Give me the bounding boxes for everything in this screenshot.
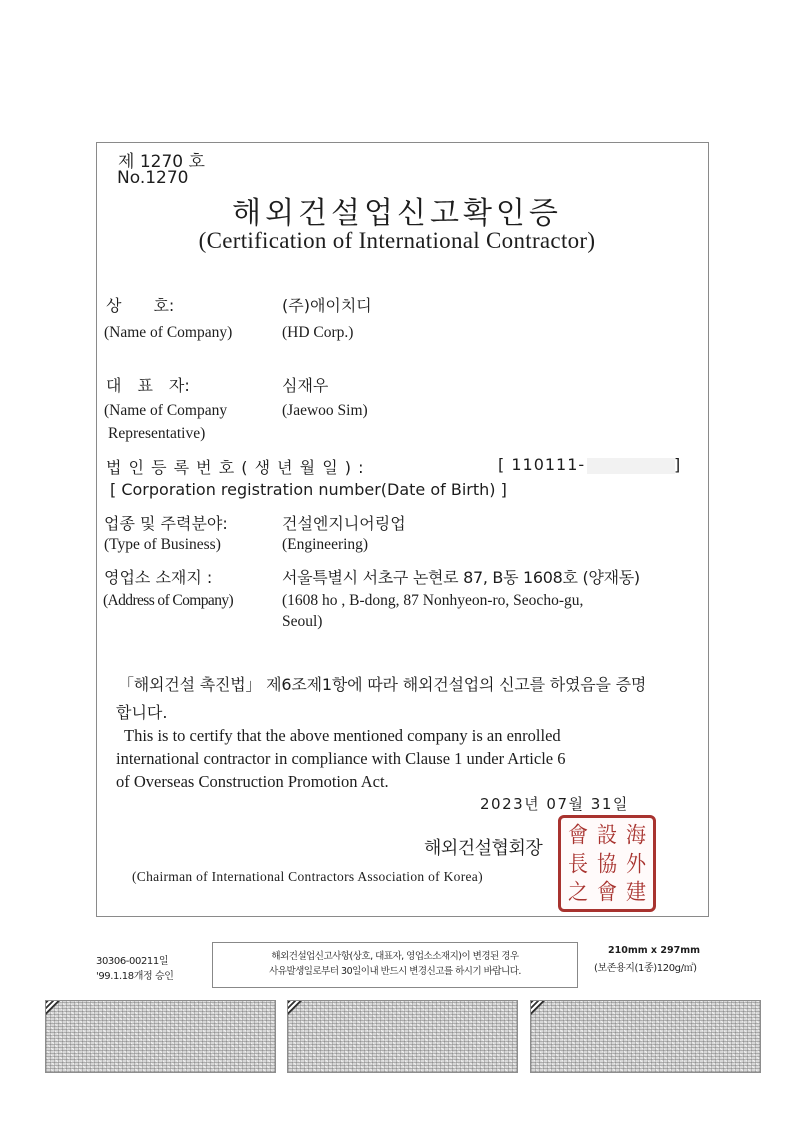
corner-mark-icon [288,1001,302,1015]
representative-label-en-2: Representative) [108,425,206,442]
company-name-value-en: (HD Corp.) [282,324,354,341]
stamp-char: 之 [568,878,588,906]
corner-mark-icon [531,1001,545,1015]
page-subtitle: (Certification of International Contractor) [198,228,596,253]
statement-en-line-1: This is to certify that the above mentioned company is an enrolled [124,726,561,745]
security-pattern-right [530,1000,761,1073]
stamp-char: 長 [568,850,588,877]
company-name-label-ko: 상 호: [106,296,175,315]
stamp-char: 外 [626,850,646,877]
security-pattern-left [45,1000,276,1073]
page-title: 해외건설업신고확인증 [232,196,562,231]
business-type-label-ko: 업종 및 주력분야: [104,514,228,533]
paper-size: 210mm x 297mm [608,945,700,956]
registration-label-en: [ Corporation registration number(Date of Birth) ] [110,480,507,499]
address-value-ko: 서울특별시 서초구 논현로 87, B동 1608호 (양재동) [282,568,640,587]
stamp-char: 海 [626,821,646,849]
representative-label-en-1: (Name of Company [104,402,228,419]
company-name-label-en: (Name of Company) [104,324,233,341]
stamp-char: 設 [597,821,617,849]
address-value-en-1: (1608 ho , B-dong, 87 Nonhyeon-ro, Seocho-gu, [282,592,584,609]
representative-label-ko: 대 표 자: [106,376,190,395]
business-type-value-en: (Engineering) [282,536,369,553]
issuer-name-en: (Chairman of International Contractors Association of Korea) [132,869,483,884]
paper-type: (보존용지(1종)120g/㎡) [594,963,697,974]
statement-en-line-2: international contractor in compliance with Clause 1 under Article 6 [116,749,566,768]
address-label-ko: 영업소 소재지 : [104,568,213,587]
company-name-value-ko: (주)애이치디 [282,296,372,315]
issue-date: 2023년 07월 31일 [480,795,629,813]
issuer-name-ko: 해외건설협회장 [424,838,543,859]
statement-ko-line-2: 합니다. [116,703,168,722]
stamp-char: 建 [626,878,646,906]
notice-line-1: 해외건설업신고사항(상호, 대표자, 영업소소재지)이 변경된 경우 [271,951,519,962]
certificate-number-ko: 제 1270 호 [118,152,205,172]
certificate-number-en: No.1270 [117,168,189,188]
official-seal-stamp [558,815,656,912]
security-pattern-center [287,1000,518,1073]
redacted-area [587,458,675,474]
stamp-char: 會 [568,821,588,849]
notice-line-2: 사유발생일로부터 30일이내 반드시 변경신고를 하시기 바랍니다. [269,966,521,977]
registration-label-ko: 법 인 등 록 번 호 ( 생 년 월 일 ) : [106,458,365,477]
registration-value-close: ] [674,455,681,474]
registration-value-open: [ 110111- [498,455,586,474]
stamp-char: 協 [597,850,617,877]
registration-value [498,455,675,474]
address-label-en: (Address of Company) [103,592,234,609]
statement-ko-line-1: 「해외건설 촉진법」 제6조제1항에 따라 해외건설업의 신고를 하였음을 증명 [118,675,647,694]
representative-value-en: (Jaewoo Sim) [282,402,368,419]
representative-value-ko: 심재우 [282,376,329,395]
statement-en-line-3: of Overseas Construction Promotion Act. [116,772,389,791]
address-value-en-2: Seoul) [282,613,323,630]
form-approval: '99.1.18개정 승인 [96,971,174,982]
change-notice-box [212,942,578,988]
form-code: 30306-00211일 [96,956,169,967]
corner-mark-icon [46,1001,60,1015]
stamp-char: 會 [597,878,617,906]
business-type-value-ko: 건설엔지니어링업 [282,514,406,533]
business-type-label-en: (Type of Business) [104,536,221,553]
